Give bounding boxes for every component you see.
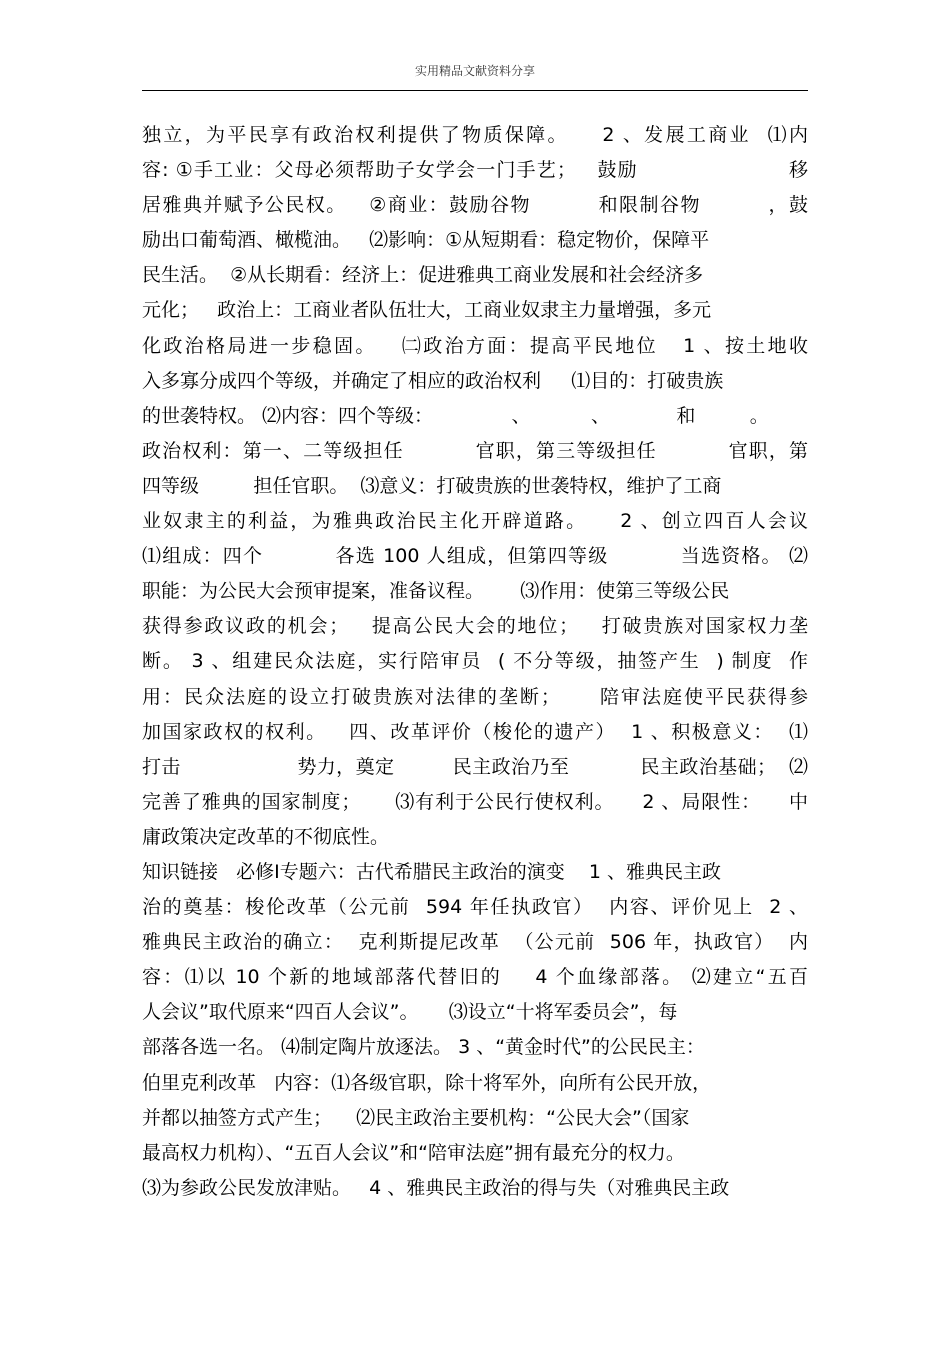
- text-line: 雅典民主政治的确立： 克利斯提尼改革 （公元前 506 年，执政官） 内: [142, 931, 808, 954]
- text-line: 民生活。 ②从长期看：经济上：促进雅典工商业发展和社会经济多: [142, 264, 704, 287]
- text-line: 职能：为公民大会预审提案，准备议程。 ⑶作用：使第三等级公民: [142, 580, 730, 603]
- text-line: 打击 势力，奠定 民主政治乃至 民主政治基础； ⑵: [142, 755, 808, 778]
- text-line: 部落各选一名。 ⑷制定陶片放逐法。 3 、“黄金时代”的公民民主：: [142, 1036, 705, 1059]
- text-line: 断。 3 、组建民众法庭，实行陪审员 ( 不分等级，抽签产生 ) 制度 作: [142, 650, 808, 673]
- text-line: 加国家政权的权利。 四、改革评价（梭伦的遗产） 1 、积极意义： ⑴: [142, 720, 808, 743]
- text-line: 最高权力机构）、“五百人会议”和“陪审法庭”拥有最充分的权力。: [142, 1141, 685, 1164]
- text-line: 独立，为平民享有政治权利提供了物质保障。 2 、发展工商业 ⑴内: [142, 124, 808, 146]
- text-line: ⑴组成：四个 各选 100 人组成，但第四等级 当选资格。 ⑵: [142, 545, 808, 568]
- text-line: 容：⑴以 10 个新的地域部落代替旧的 4 个血缘部落。 ⑵建立“五百: [142, 966, 808, 989]
- text-line: 庸政策决定改革的不彻底性。: [142, 825, 390, 848]
- text-line: 居雅典并赋予公民权。 ②商业：鼓励谷物 和限制谷物 ，鼓: [142, 194, 808, 217]
- text-line: 的世袭特权。 ⑵内容：四个等级： 、 、 和 。: [142, 404, 769, 427]
- page-header: 实用精品文献资料分享: [414, 64, 535, 78]
- text-line: 四等级 担任官职。 ⑶意义：打破贵族的世袭特权，维护了工商: [142, 474, 722, 497]
- text-line: 业奴隶主的利益，为雅典政治民主化开辟道路。 2 、创立四百人会议: [142, 510, 808, 533]
- text-line: 知识链接 必修Ⅰ专题六：古代希腊民主政治的演变 1 、雅典民主政: [142, 860, 722, 883]
- text-line: 伯里克利改革 内容：⑴各级官职，除十将军外，向所有公民开放，: [142, 1071, 712, 1094]
- text-line: 励出口葡萄酒、橄榄油。 ⑵影响：①从短期看：稳定物价，保障平: [142, 229, 710, 252]
- text-line: 元化； 政治上：工商业者队伍壮大，工商业奴隶主力量增强，多元: [142, 299, 712, 322]
- text-line: 政治权利：第一、二等级担任 官职，第三等级担任 官职，第: [142, 439, 808, 462]
- text-line: 化政治格局进一步稳固。 ㈡政治方面：提高平民地位 1 、按土地收: [142, 334, 808, 357]
- text-line: 人会议”取代原来“四百人会议”。 ⑶设立“十将军委员会”，每: [142, 1001, 678, 1024]
- document-body: [142, 118, 808, 1206]
- text-line: 容: ①手工业：父母必须帮助子女学会一门手艺； 鼓励 移: [142, 159, 808, 182]
- text-line: ⑶为参政公民发放津贴。 4 、雅典民主政治的得与失（对雅典民主政: [142, 1176, 730, 1199]
- text-line: 完善了雅典的国家制度； ⑶有利于公民行使权利。 2 、局限性： 中: [142, 790, 808, 813]
- text-line: 入多寡分成四个等级，并确定了相应的政治权利 ⑴目的：打破贵族: [142, 369, 724, 392]
- text-line: 并都以抽签方式产生； ⑵民主政治主要机构：“公民大会”（国家: [142, 1106, 690, 1129]
- header-divider: [142, 90, 808, 91]
- text-line: 治的奠基：梭伦改革（公元前 594 年任执政官） 内容、评价见上 2 、: [142, 896, 808, 919]
- text-line: 获得参政议政的机会； 提高公民大会的地位； 打破贵族对国家权力垄: [142, 615, 808, 638]
- text-line: 用：民众法庭的设立打破贵族对法律的垄断； 陪审法庭使平民获得参: [142, 685, 808, 708]
